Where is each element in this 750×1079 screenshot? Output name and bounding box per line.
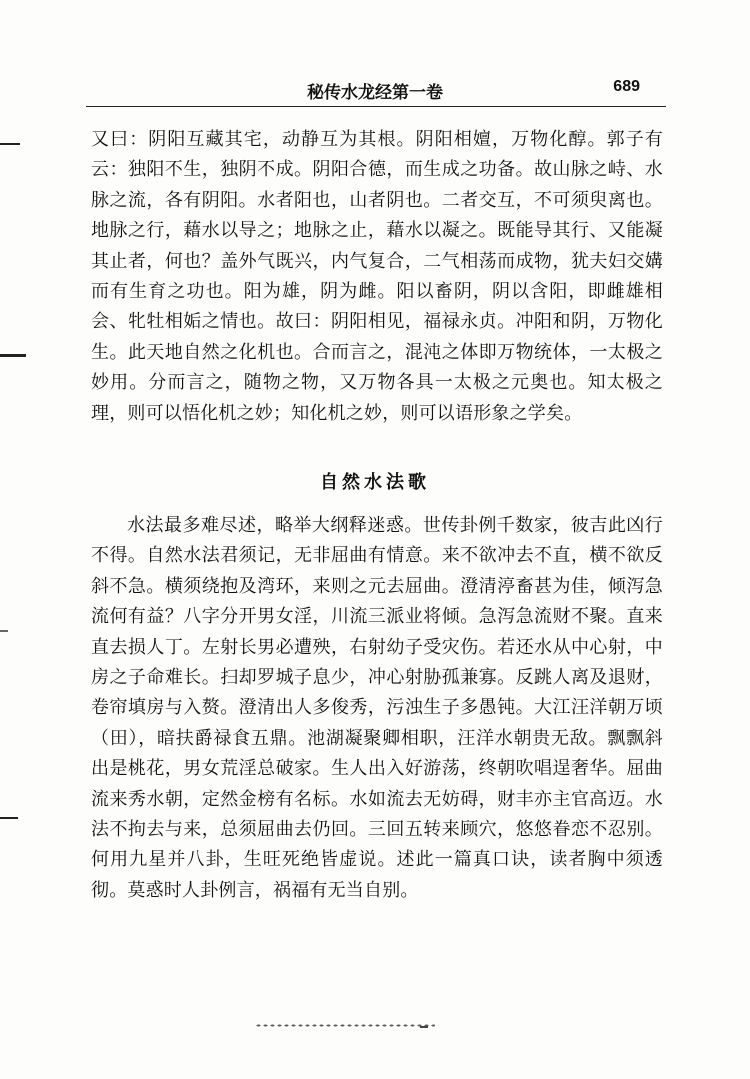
intro-paragraph: 又曰：阴阳互藏其宅，动静互为其根。阴阳相嬗，万物化醇。郭子有云：独阳不生，独阴不成。阴阳合德，而生成之功备。故山脉之峙、水脉之流，各有阴阳。水者阳也，山者阴也。二者交互，不可须臾离也。地脉之行，藉水以导之；地脉之止，藉水以凝之。既能导其行、又能凝其止者，何也？盖外气既兴，内气复合，二气相荡而成物，犹夫妇交媾而有生育之功也。阳为雄，阴为雌。阳以畜阴，阴以含阳，即雌雄相会、牝牡相姤之情也。故曰：阴阳相见，福禄永贞。冲阳和阴，万物化生。此天地自然之化机也。合而言之，混沌之体即万物统体，一太极之妙用。分而言之，随物之物，又万物各具一太极之元奥也。知太极之理，则可以悟化机之妙；知化机之妙，则可以语形象之学矣。 (91, 129, 663, 424)
scan-dot (420, 1026, 428, 1028)
scan-dot-trail (255, 1024, 435, 1027)
running-header-title: 秘传水龙经第一卷 (307, 83, 443, 103)
scan-margin-mark (0, 354, 26, 357)
intro-paragraph-block (91, 125, 663, 429)
poem-block (91, 511, 663, 906)
page-number: 689 (613, 78, 640, 95)
section-title: 自然水法歌 (320, 472, 430, 493)
scan-margin-mark (0, 817, 18, 819)
header-rule (86, 106, 666, 107)
scan-margin-mark (0, 143, 20, 145)
poem-paragraph: 水法最多难尽述，略举大纲释迷惑。世传卦例千数家，彼吉此凶行不得。自然水法君须记，无非屈曲有情意。来不欲冲去不直，横不欲反斜不急。横须绕抱及湾环，来则之元去屈曲。澄清渟畜甚为佳，倾泻急流何有益？八字分开男女淫，川流三派业将倾。急泻急流财不聚。直来直去损人丁。左射长男必遭殃，右射幼子受灾伤。若还水从中心射，中房之子命难长。扫却罗城子息少，冲心射胁孤兼寡。反跳人离及退财，卷帘填房与入赘。澄清出人多俊秀，污浊生子多愚钝。大江汪洋朝万顷（田），暗扶爵禄食五鼎。池湖凝聚卿相职，汪洋水朝贵无敌。飘飘斜出是桃花，男女荒淫总破家。生人出入好游荡，终朝吹唱逞奢华。屈曲流来秀水朝，定然金榜有名标。水如流去无妨碍，财丰亦主官高迈。水法不拘去与来，总须屈曲去仍回。三回五转来顾穴，悠悠眷恋不忍别。何用九星并八卦，生旺死绝皆虚说。述此一篇真口诀，读者胸中须透彻。莫惑时人卦例言，祸福有无当自别。 (91, 515, 663, 901)
scan-margin-mark (0, 630, 8, 632)
